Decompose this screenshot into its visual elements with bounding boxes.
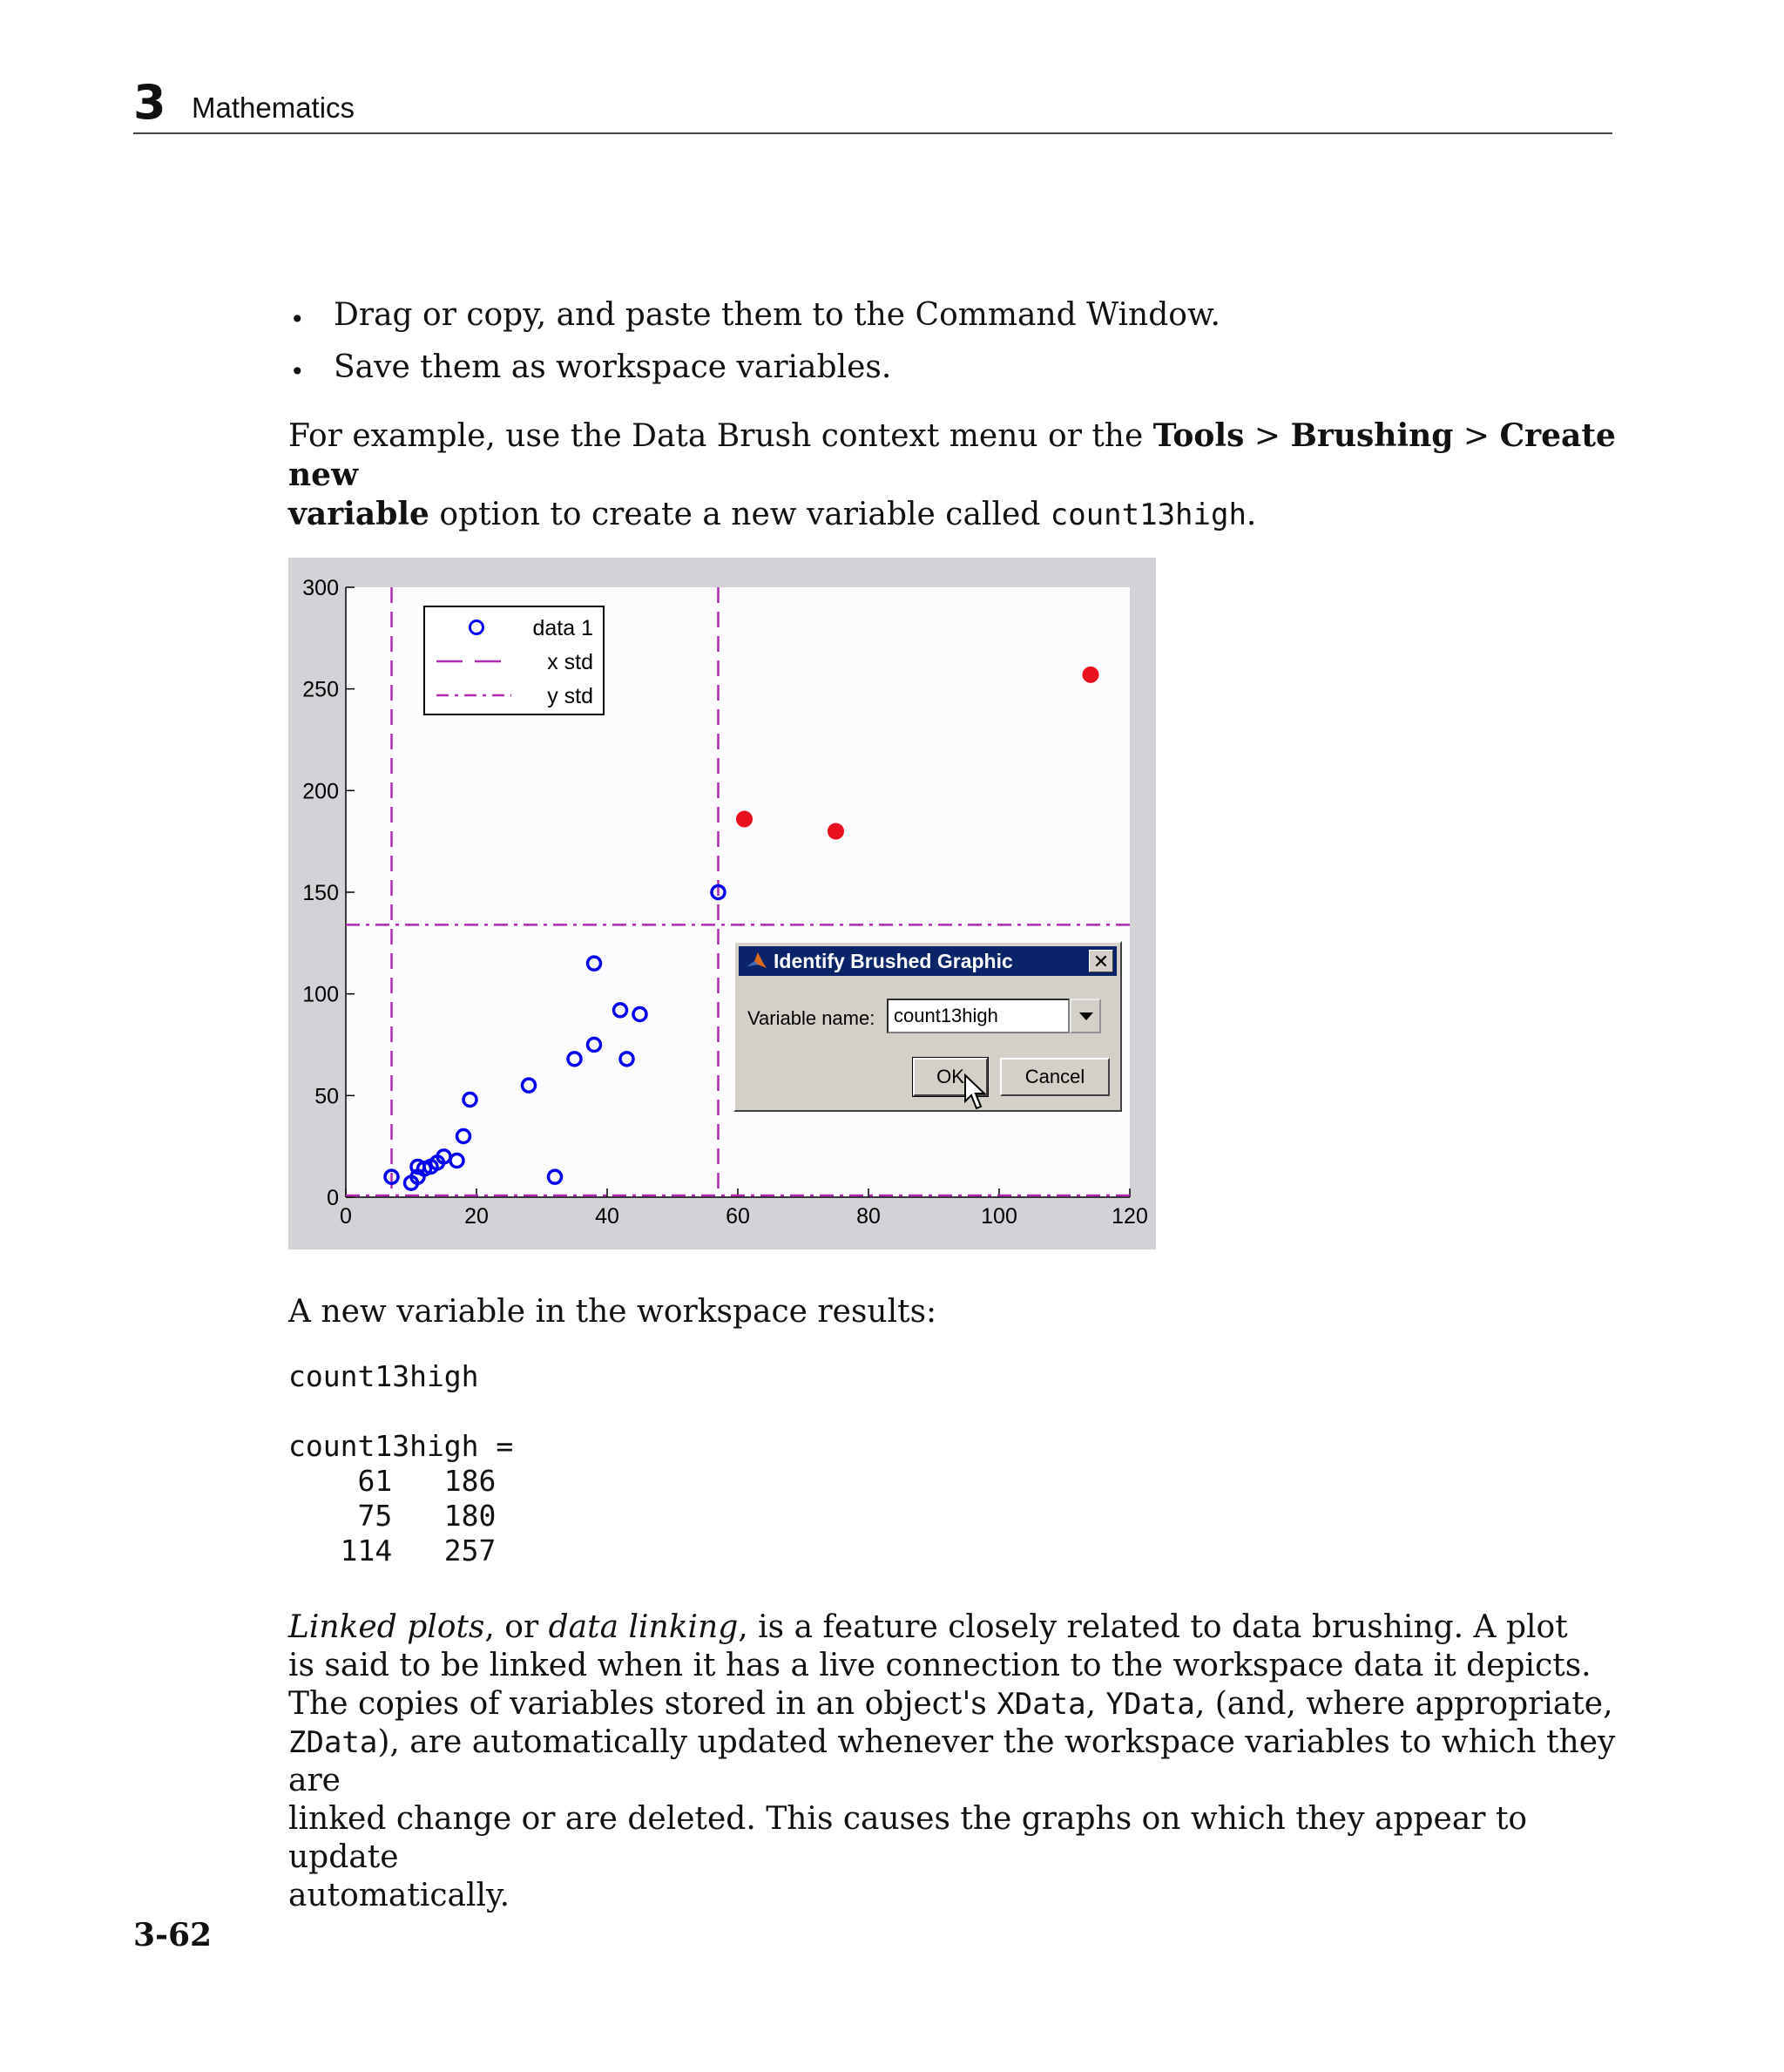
- linked-text: , or: [484, 1609, 549, 1645]
- intro-text: .: [1246, 497, 1257, 532]
- code-variable-name: count13high: [1050, 498, 1247, 532]
- brushed-point: [828, 823, 844, 839]
- dialog-title: Identify Brushed Graphic: [774, 950, 1013, 972]
- close-button[interactable]: [1089, 950, 1113, 972]
- chapter-title: Mathematics: [192, 91, 355, 124]
- linked-text: linked change or are deleted. This causes the graphs on which they appear to update: [288, 1801, 1528, 1875]
- y-tick-label: 50: [314, 1084, 339, 1109]
- code-ydata: YData: [1105, 1687, 1195, 1722]
- intro-text: For example, use the Data Brush context menu or the: [288, 418, 1153, 454]
- brushed-point: [1083, 667, 1098, 682]
- header-rule: [133, 132, 1612, 134]
- x-tick-label: 80: [856, 1204, 881, 1229]
- x-tick-label: 100: [981, 1204, 1017, 1229]
- legend-label: x std: [547, 650, 593, 674]
- x-tick-label: 0: [340, 1204, 352, 1229]
- identify-dialog: [733, 941, 1122, 1112]
- code-line: 114 257: [288, 1534, 497, 1568]
- x-tick-label: 20: [464, 1204, 489, 1229]
- intro-text: >: [1453, 418, 1500, 454]
- y-tick-label: 150: [302, 881, 339, 905]
- linked-text: , is a feature closely related to data brushing. A plot: [738, 1609, 1568, 1645]
- bullet-dot-icon: •: [290, 357, 305, 386]
- brushed-point: [737, 811, 753, 827]
- intro-text: option to create a new variable called: [429, 497, 1051, 532]
- linked-text: ), are automatically updated whenever the workspace variables to which they are: [288, 1724, 1616, 1798]
- figure-window: [288, 558, 1156, 1249]
- linked-text: is said to be linked when it has a live connection to the workspace data it depicts.: [288, 1648, 1591, 1683]
- y-tick-label: 200: [302, 779, 339, 804]
- legend-label: data 1: [532, 616, 593, 640]
- term-data-linking: data linking: [548, 1609, 739, 1645]
- intro-text: >: [1244, 418, 1291, 454]
- legend-label: y std: [547, 684, 593, 708]
- bullet-item-1: Drag or copy, and paste them to the Command Window.: [334, 297, 1220, 333]
- scatter-chart: [288, 558, 1156, 1249]
- term-linked-plots: Linked plots: [288, 1609, 485, 1645]
- menu-create-new: Create new: [288, 417, 1616, 493]
- result-text: A new variable in the workspace results:: [288, 1294, 937, 1330]
- matlab-logo-icon: [746, 951, 768, 972]
- menu-brushing: Brushing: [1290, 417, 1454, 454]
- y-tick-label: 100: [302, 982, 339, 1007]
- linked-text: The copies of variables stored in an object's: [288, 1686, 997, 1722]
- code-xdata: XData: [997, 1687, 1086, 1722]
- dialog-title-bar[interactable]: [739, 946, 1117, 976]
- ok-button[interactable]: OK: [913, 1058, 988, 1096]
- code-block: [288, 1359, 513, 1568]
- intro-paragraph: [288, 416, 1630, 534]
- mouse-cursor-icon: [963, 1073, 990, 1112]
- page-number: 3-62: [133, 1917, 213, 1954]
- code-line: 75 180: [288, 1499, 497, 1533]
- variable-name-input[interactable]: [887, 999, 1070, 1033]
- y-tick-label: 0: [327, 1186, 339, 1210]
- close-icon: ✕: [1092, 950, 1110, 972]
- code-line: count13high =: [288, 1429, 514, 1463]
- x-tick-label: 60: [726, 1204, 750, 1229]
- linked-text: automatically.: [288, 1878, 510, 1913]
- variable-name-label: Variable name:: [747, 1007, 875, 1029]
- chapter-number: 3: [133, 75, 166, 130]
- code-line: [288, 1394, 513, 1429]
- chevron-down-icon[interactable]: [1070, 999, 1101, 1033]
- bullet-item-2: Save them as workspace variables.: [334, 349, 892, 385]
- menu-variable: variable: [288, 496, 429, 532]
- code-zdata: ZData: [288, 1725, 378, 1760]
- y-tick-label: 300: [302, 576, 339, 600]
- linked-paragraph: [288, 1608, 1647, 1915]
- x-tick-label: 120: [1112, 1204, 1148, 1229]
- y-tick-label: 250: [302, 677, 339, 702]
- code-line: count13high: [288, 1359, 479, 1393]
- x-tick-label: 40: [595, 1204, 619, 1229]
- linked-text: ,: [1085, 1686, 1106, 1722]
- menu-tools: Tools: [1152, 417, 1245, 454]
- linked-text: , (and, where appropriate,: [1194, 1686, 1613, 1722]
- bullet-dot-icon: •: [290, 305, 305, 334]
- code-line: 61 186: [288, 1464, 497, 1498]
- cancel-button[interactable]: Cancel: [1000, 1058, 1110, 1096]
